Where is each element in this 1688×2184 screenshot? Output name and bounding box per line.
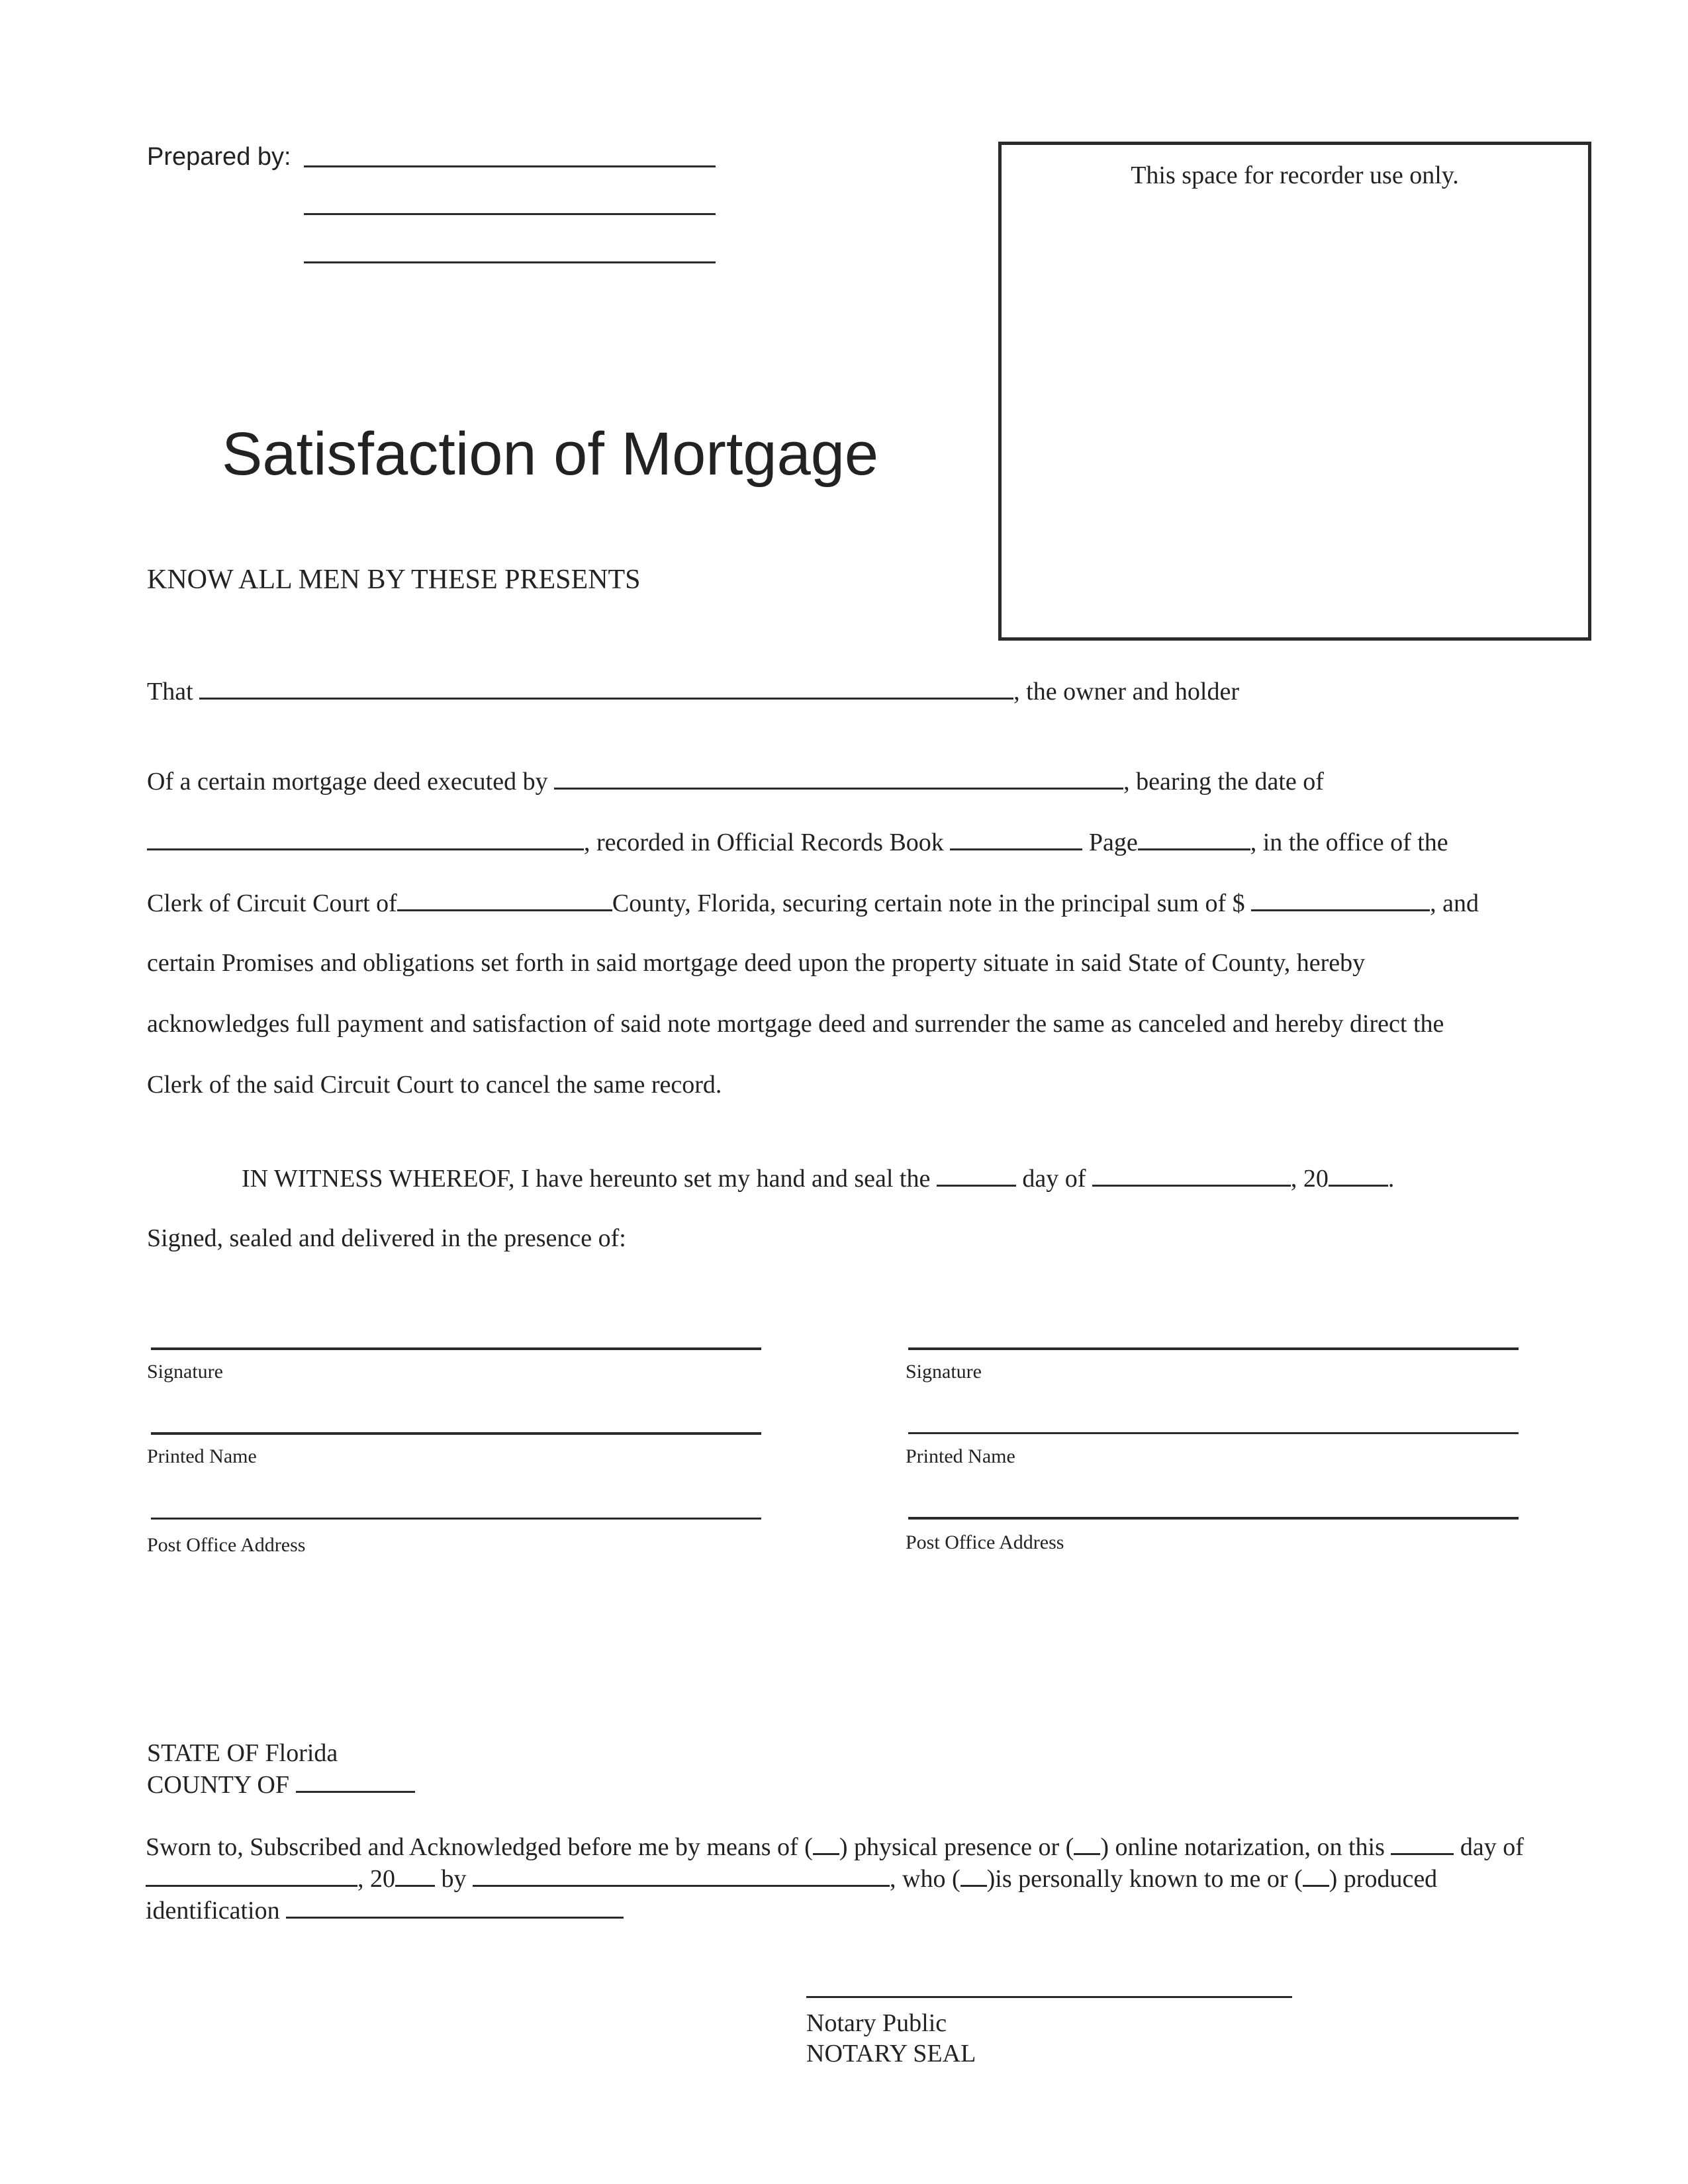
and-label: , and xyxy=(1430,889,1479,917)
ack-text-3: ) online notarization, on this xyxy=(1100,1833,1385,1861)
acknowledgment-line-2 xyxy=(146,1865,1437,1891)
produced-id-checkbox[interactable] xyxy=(1303,1866,1329,1887)
day-of-label: day of xyxy=(1022,1165,1086,1193)
ack-text-4: day of xyxy=(1460,1833,1524,1861)
that-label: That xyxy=(147,678,193,705)
body-line-6: acknowledges full payment and satisfaction of said note mortgage deed and surrender the same as canceled and hereby direct the xyxy=(147,1010,1444,1038)
online-notarization-checkbox[interactable] xyxy=(1074,1835,1100,1855)
page-number-field[interactable] xyxy=(1138,829,1250,850)
witness2-address-label: Post Office Address xyxy=(906,1531,1064,1553)
witness-month-field[interactable] xyxy=(1092,1165,1291,1187)
ack-text-8: )is personally known to me or ( xyxy=(986,1865,1303,1893)
principal-sum-field[interactable] xyxy=(1251,889,1430,911)
mortgage-date-field[interactable] xyxy=(147,829,584,850)
owner-holder-suffix: , the owner and holder xyxy=(1013,678,1239,705)
notary-public-label: Notary Public xyxy=(806,2009,947,2037)
year-prefix-label: , 20 xyxy=(1290,1165,1329,1193)
county-label: COUNTY OF xyxy=(147,1771,289,1799)
witness2-printed-name-field[interactable] xyxy=(908,1432,1519,1434)
recorder-use-box xyxy=(998,142,1591,641)
state-line: STATE OF Florida xyxy=(147,1739,338,1767)
witness1-signature-field[interactable] xyxy=(151,1347,761,1350)
prepared-by-field-3[interactable] xyxy=(304,261,716,263)
notary-year-field[interactable] xyxy=(395,1865,435,1887)
notary-signature-field[interactable] xyxy=(806,1996,1292,1998)
recorder-box-label: This space for recorder use only. xyxy=(1131,161,1459,189)
witness2-printed-name-label: Printed Name xyxy=(906,1445,1015,1467)
body-line-5: certain Promises and obligations set forth in said mortgage deed upon the property situate in said State of County, hereby xyxy=(147,949,1366,977)
county-field[interactable] xyxy=(397,889,612,911)
witness2-signature-label: Signature xyxy=(906,1361,982,1383)
witness-line xyxy=(242,1165,1394,1191)
notary-month-field[interactable] xyxy=(146,1865,357,1887)
ack-text-6: by xyxy=(441,1865,467,1893)
identification-field[interactable] xyxy=(286,1897,624,1919)
executed-by-label: Of a certain mortgage deed executed by xyxy=(147,768,548,796)
witness1-signature-label: Signature xyxy=(147,1361,223,1383)
witness-label: IN WITNESS WHEREOF, I have hereunto set my hand and seal the xyxy=(242,1165,931,1193)
notary-county-field[interactable] xyxy=(296,1771,415,1793)
ack-text-5: , 20 xyxy=(357,1865,395,1893)
ack-text-7: , who ( xyxy=(890,1865,961,1893)
identification-label: identification xyxy=(146,1897,280,1925)
witness1-printed-name-field[interactable] xyxy=(151,1432,761,1435)
county-line xyxy=(147,1771,415,1797)
witness-year-field[interactable] xyxy=(1329,1165,1388,1187)
document-title: Satisfaction of Mortgage xyxy=(222,420,879,488)
physical-presence-checkbox[interactable] xyxy=(813,1835,839,1855)
witness-day-field[interactable] xyxy=(937,1165,1016,1187)
records-book-label: , recorded in Official Records Book xyxy=(584,829,944,856)
witness1-printed-name-label: Printed Name xyxy=(147,1445,257,1467)
page-label: Page xyxy=(1088,829,1138,856)
notary-person-field[interactable] xyxy=(473,1865,890,1887)
prepared-by-field-2[interactable] xyxy=(304,213,716,215)
notary-seal-label: NOTARY SEAL xyxy=(806,2040,976,2068)
ack-text-1: Sworn to, Subscribed and Acknowledged before me by means of ( xyxy=(146,1833,813,1861)
ack-text-2: ) physical presence or ( xyxy=(839,1833,1074,1861)
body-line-2 xyxy=(147,768,1324,794)
signed-sealed-line: Signed, sealed and delivered in the presence of: xyxy=(147,1224,626,1252)
book-number-field[interactable] xyxy=(950,829,1082,850)
period: . xyxy=(1387,1165,1395,1193)
notary-day-field[interactable] xyxy=(1391,1833,1454,1855)
body-line-3 xyxy=(147,829,1448,855)
prepared-by-label: Prepared by: xyxy=(147,143,291,171)
acknowledgment-line-3 xyxy=(146,1897,624,1923)
executed-by-field[interactable] xyxy=(554,768,1123,790)
clerk-court-label: Clerk of Circuit Court of xyxy=(147,889,397,917)
witness1-address-field[interactable] xyxy=(151,1518,761,1520)
body-line-7: Clerk of the said Circuit Court to cancel the same record. xyxy=(147,1071,722,1099)
personally-known-checkbox[interactable] xyxy=(961,1866,987,1887)
witness1-address-label: Post Office Address xyxy=(147,1534,306,1556)
preamble: KNOW ALL MEN BY THESE PRESENTS xyxy=(147,565,641,595)
acknowledgment-line-1 xyxy=(146,1833,1524,1860)
body-line-4 xyxy=(147,889,1479,916)
principal-sum-label: County, Florida, securing certain note in the principal sum of $ xyxy=(612,889,1245,917)
ack-text-9: ) produced xyxy=(1329,1865,1438,1893)
body-line-1 xyxy=(147,678,1239,704)
witness2-address-field[interactable] xyxy=(908,1517,1519,1520)
bearing-date-label: , bearing the date of xyxy=(1123,768,1324,796)
office-label: , in the office of the xyxy=(1250,829,1448,856)
owner-holder-field[interactable] xyxy=(199,678,1013,700)
prepared-by-field-1[interactable] xyxy=(304,165,716,167)
witness2-signature-field[interactable] xyxy=(908,1347,1519,1350)
